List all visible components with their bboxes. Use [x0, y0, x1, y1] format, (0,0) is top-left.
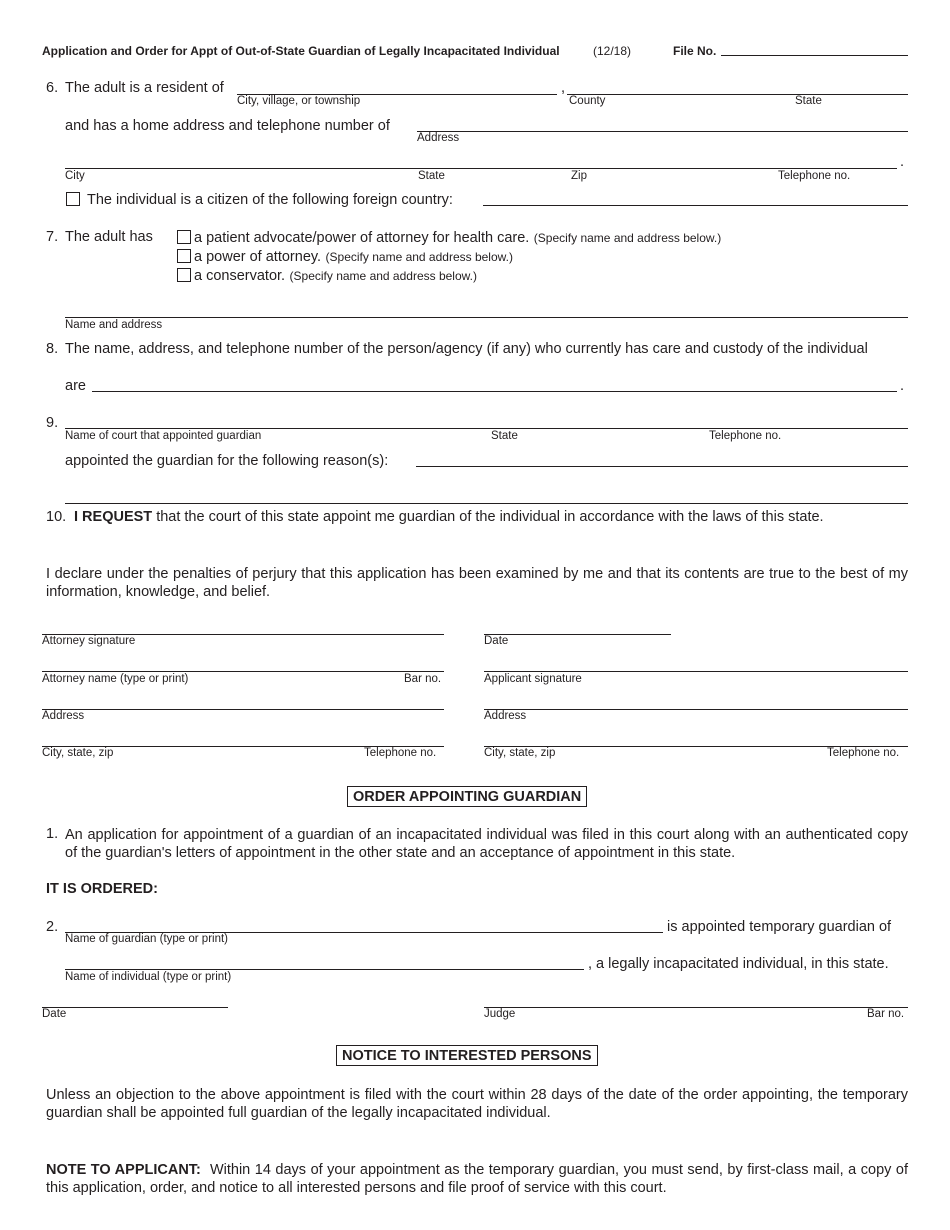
note-to-applicant — [46, 1161, 908, 1197]
power-of-attorney-option — [194, 248, 513, 266]
item8-period: . — [900, 378, 905, 394]
reasons-text: appointed the guardian for the following reason(s): — [65, 453, 389, 469]
temporary-guardian-text: is appointed temporary guardian of — [667, 919, 892, 935]
attorney-telephone-label: Telephone no. — [364, 747, 437, 759]
judge-signature-field[interactable] — [484, 1007, 908, 1008]
foreign-citizen-checkbox[interactable] — [66, 192, 80, 206]
incapacitated-text: , a legally incapacitated individual, in this state. — [588, 956, 889, 972]
bar-no-label: Bar no. — [404, 673, 442, 685]
foreign-country-field[interactable] — [483, 205, 908, 206]
attorney-name-field[interactable] — [42, 671, 444, 672]
form-title: Application and Order for Appt of Out-of-State Guardian of Legally Incapacitated Individual — [42, 44, 560, 58]
declaration: I declare under the penalties of perjury that this application has been examined by me and that its contents are true to the best of my information, knowledge, and belief. — [46, 566, 908, 600]
period: . — [900, 154, 905, 170]
address-field[interactable] — [417, 131, 908, 132]
name-and-address-label: Name and address — [65, 319, 163, 331]
date-field[interactable] — [484, 634, 671, 635]
item10-text — [74, 509, 824, 525]
revision-date: (12/18) — [593, 44, 632, 58]
order-item1-number: 1. — [46, 826, 59, 842]
power-of-attorney-checkbox[interactable] — [177, 249, 191, 263]
power-of-attorney-label: a power of attorney. — [194, 249, 322, 265]
state-label: State — [795, 95, 822, 107]
item10-number: 10. — [46, 509, 67, 525]
court-telephone-label: Telephone no. — [709, 430, 782, 442]
name-and-address-field[interactable] — [65, 317, 908, 318]
judge-bar-no-label: Bar no. — [867, 1008, 905, 1020]
file-no-label: File No. — [673, 44, 717, 58]
applicant-signature-field[interactable] — [484, 671, 908, 672]
comma: , — [561, 80, 566, 96]
applicant-address-label: Address — [484, 710, 527, 722]
attorney-name-label: Attorney name (type or print) — [42, 673, 189, 685]
home-address-text: and has a home address and telephone number of — [65, 118, 390, 134]
guardian-name-label: Name of guardian (type or print) — [65, 933, 228, 945]
item8-text: The name, address, and telephone number of the person/agency (if any) who currently has care and custody of the individual — [65, 341, 868, 357]
applicant-address-field[interactable] — [484, 709, 908, 710]
applicant-signature-label: Applicant signature — [484, 673, 582, 685]
applicant-telephone-label: Telephone no. — [827, 747, 900, 759]
note-label: NOTE TO APPLICANT: — [46, 1162, 201, 1178]
address-label: Address — [417, 132, 460, 144]
item7-number: 7. — [46, 229, 59, 245]
attorney-signature-label: Attorney signature — [42, 635, 136, 647]
court-state-label: State — [491, 430, 518, 442]
file-no-field[interactable] — [721, 55, 908, 56]
notice-text: Unless an objection to the above appointment is filed with the court within 28 days of the date of the order appointing, the temporary guardian shall be appointed full guardian of the legally incapacitated individual. — [46, 1087, 908, 1121]
conservator-note: (Specify name and address below.) — [289, 269, 477, 283]
custody-field[interactable] — [92, 391, 897, 392]
order-item2-number: 2. — [46, 919, 59, 935]
item7-lead: The adult has — [65, 229, 153, 245]
individual-name-label: Name of individual (type or print) — [65, 971, 232, 983]
patient-advocate-checkbox[interactable] — [177, 230, 191, 244]
note-text: Within 14 days of your appointment as the temporary guardian, you must send, by first-class mail, a copy of this application, order, and notice to all interested persons and file proof of service with this court. — [46, 1162, 909, 1196]
order-item1-text: An application for appointment of a guardian of an incapacitated individual was filed in this court along with an authenticated copy of the guardian's letters of appointment in the other state and an acceptance of appointment in this state. — [65, 827, 908, 861]
zip-label: Zip — [571, 170, 587, 182]
conservator-option — [194, 267, 477, 285]
city-label: City — [65, 170, 85, 182]
date-label: Date — [484, 635, 509, 647]
court-label: Name of court that appointed guardian — [65, 430, 262, 442]
reasons-field-2[interactable] — [65, 503, 908, 504]
conservator-label: a conservator. — [194, 268, 286, 284]
city-state-zip-tel-field[interactable] — [65, 168, 897, 169]
order-date-label: Date — [42, 1008, 67, 1020]
conservator-checkbox[interactable] — [177, 268, 191, 282]
state-label: State — [418, 170, 445, 182]
order-date-field[interactable] — [42, 1007, 228, 1008]
request-text: that the court of this state appoint me guardian of the individual in accordance with the laws of this state. — [156, 509, 824, 525]
item9-number: 9. — [46, 415, 59, 431]
item6-number: 6. — [46, 80, 59, 96]
item8-are: are — [65, 378, 86, 394]
item8-number: 8. — [46, 341, 59, 357]
patient-advocate-option — [194, 229, 721, 247]
patient-advocate-note: (Specify name and address below.) — [533, 231, 722, 245]
county-label: County — [569, 95, 606, 107]
request-bold: I REQUEST — [74, 509, 153, 525]
patient-advocate-label: a patient advocate/power of attorney for health care. — [194, 230, 530, 246]
attorney-address-field[interactable] — [42, 709, 444, 710]
attorney-address-label: Address — [42, 710, 85, 722]
attorney-csz-label: City, state, zip — [42, 747, 114, 759]
item6-resident-text: The adult is a resident of — [65, 80, 224, 96]
individual-name-field[interactable] — [65, 969, 584, 970]
court-field[interactable] — [65, 428, 908, 429]
applicant-csz-label: City, state, zip — [484, 747, 556, 759]
notice-heading: NOTICE TO INTERESTED PERSONS — [336, 1045, 598, 1066]
foreign-citizen-text: The individual is a citizen of the following foreign country: — [87, 192, 453, 208]
it-is-ordered: IT IS ORDERED: — [46, 881, 158, 897]
city-village-label: City, village, or township — [237, 95, 361, 107]
order-heading: ORDER APPOINTING GUARDIAN — [347, 786, 587, 807]
county-state-field[interactable] — [567, 94, 908, 95]
power-of-attorney-note: (Specify name and address below.) — [325, 250, 513, 264]
telephone-label: Telephone no. — [778, 170, 851, 182]
judge-label: Judge — [484, 1008, 516, 1020]
reasons-field-1[interactable] — [416, 466, 908, 467]
